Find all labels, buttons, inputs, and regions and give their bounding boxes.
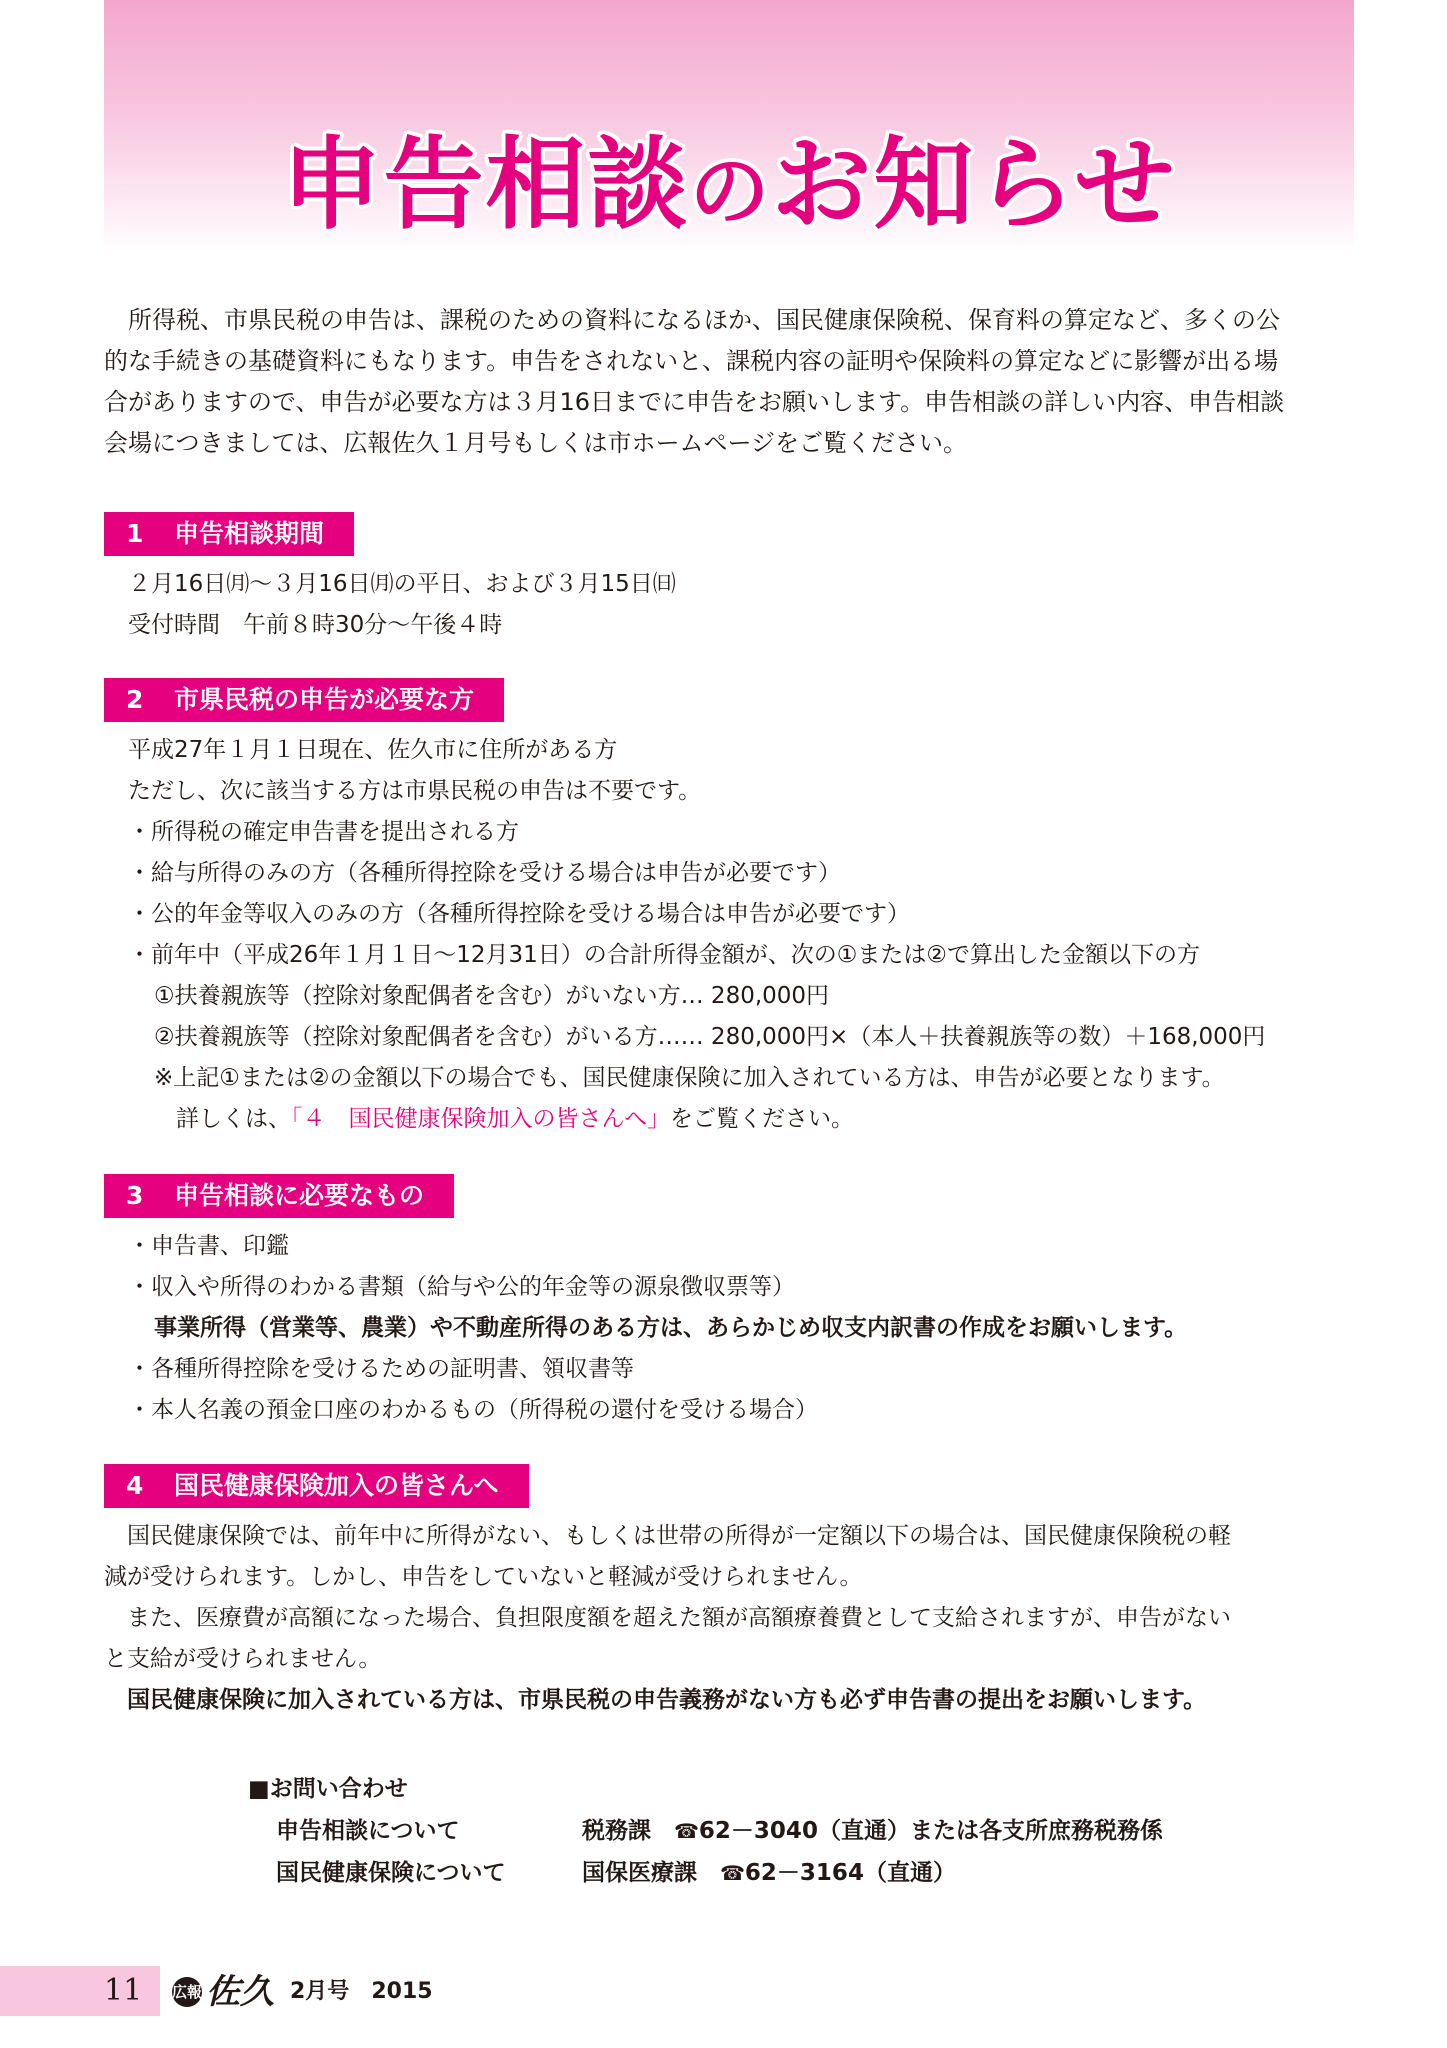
section-number: 4 bbox=[126, 1471, 144, 1500]
contact-detail: 62－3164（直通） bbox=[744, 1860, 956, 1886]
body-line: ・申告書、印鑑 bbox=[128, 1233, 289, 1259]
section-3-body bbox=[128, 1226, 1187, 1431]
title-particle: の bbox=[689, 145, 772, 238]
kouhou-logo-icon: 広報 bbox=[172, 1977, 202, 2007]
body-line: ※上記①または②の金額以下の場合でも、国民健康保険に加入されている方は、申告が必要となります。 bbox=[154, 1065, 1225, 1091]
body-line: 平成27年１月１日現在、佐久市に住所がある方 bbox=[128, 737, 618, 763]
section-title: 申告相談期間 bbox=[174, 519, 325, 548]
section-4-reference-link[interactable]: 「４ 国民健康保険加入の皆さんへ」 bbox=[291, 1106, 671, 1132]
body-line: また、医療費が高額になった場合、負担限度額を超えた額が高額療養費として支給されますが、申告がない bbox=[104, 1605, 1231, 1631]
contact-topic: 国民健康保険について bbox=[276, 1860, 506, 1886]
body-line: ２月16日㈪～３月16日㈪の平日、および３月15日㈰ bbox=[128, 571, 676, 597]
contact-dept: 国保医療課 bbox=[582, 1860, 697, 1886]
contact-topic: 申告相談について bbox=[276, 1818, 460, 1844]
intro-line: 的な手続きの基礎資料にもなります。申告をされないと、課税内容の証明や保険料の算定などに影響が出る場 bbox=[104, 347, 1279, 375]
detail-prefix: 詳しくは、 bbox=[176, 1106, 291, 1132]
body-line: ・給与所得のみの方（各種所得控除を受ける場合は申告が必要です） bbox=[128, 860, 841, 886]
detail-suffix: をご覧ください。 bbox=[670, 1106, 855, 1132]
body-line: 減が受けられます。しかし、申告をしていないと軽減が受けられません。 bbox=[104, 1564, 863, 1590]
phone-icon: ☎ bbox=[720, 1861, 745, 1885]
contact-row bbox=[248, 1810, 1163, 1852]
body-line: と支給が受けられません。 bbox=[104, 1646, 382, 1672]
section-4-heading bbox=[104, 1464, 529, 1508]
section-2-heading bbox=[104, 678, 504, 722]
body-line: ①扶養親族等（控除対象配偶者を含む）がいない方… 280,000円 bbox=[154, 983, 830, 1009]
section-title: 国民健康保険加入の皆さんへ bbox=[174, 1471, 499, 1500]
intro-line: 合がありますので、申告が必要な方は３月16日までに申告をお願いします。申告相談の詳しい内容、申告相談 bbox=[104, 388, 1285, 416]
section-3-heading bbox=[104, 1174, 454, 1218]
body-line: ②扶養親族等（控除対象配偶者を含む）がいる方…… 280,000円×（本人＋扶養親族等の数）＋168,000円 bbox=[154, 1024, 1266, 1050]
section-1-heading bbox=[104, 512, 354, 556]
body-line: ・公的年金等収入のみの方（各種所得控除を受ける場合は申告が必要です） bbox=[128, 901, 910, 927]
section-4-body bbox=[104, 1516, 1231, 1721]
intro-paragraph bbox=[104, 300, 1354, 464]
contact-detail: 62－3040（直通）または各支所庶務税務係 bbox=[698, 1818, 1163, 1844]
body-line: ・収入や所得のわかる書類（給与や公的年金等の源泉徴収票等） bbox=[128, 1274, 795, 1300]
section-title: 市県民税の申告が必要な方 bbox=[174, 685, 475, 714]
section-number: 1 bbox=[126, 519, 144, 548]
page-number: 11 bbox=[104, 1973, 143, 2008]
body-line: ただし、次に該当する方は市県民税の申告は不要です。 bbox=[128, 778, 702, 804]
section-2-body bbox=[128, 730, 1265, 1140]
title-rest: お知らせ bbox=[771, 126, 1177, 243]
contact-row bbox=[248, 1852, 1163, 1894]
contact-heading: ■お問い合わせ bbox=[248, 1776, 408, 1802]
magazine-logo: 佐久 bbox=[206, 1972, 274, 2012]
contact-dept: 税務課 bbox=[582, 1818, 651, 1844]
section-number: 2 bbox=[126, 685, 144, 714]
section-number: 3 bbox=[126, 1181, 144, 1210]
title-main: 申告相談 bbox=[281, 126, 690, 243]
body-line: ・本人名義の預金口座のわかるもの（所得税の還付を受ける場合） bbox=[128, 1397, 818, 1423]
footer-magazine bbox=[172, 1972, 433, 2012]
detail-line bbox=[128, 1099, 1265, 1140]
body-line: ・所得税の確定申告書を提出される方 bbox=[128, 819, 519, 845]
phone-icon: ☎ bbox=[674, 1819, 699, 1843]
body-line: 事業所得（営業等、農業）や不動産所得のある方は、あらかじめ収支内訳書の作成をお願いします。 bbox=[154, 1315, 1188, 1341]
contact-block bbox=[248, 1768, 1163, 1894]
intro-line: 会場につきましては、広報佐久１月号もしくは市ホームページをご覧ください。 bbox=[104, 429, 968, 457]
body-line: ・各種所得控除を受けるための証明書、領収書等 bbox=[128, 1356, 634, 1382]
body-line: 受付時間 午前８時30分～午後４時 bbox=[128, 612, 503, 638]
issue: 2月号 bbox=[290, 1979, 350, 2004]
section-1-body bbox=[128, 564, 676, 646]
page-title bbox=[104, 104, 1354, 248]
year: 2015 bbox=[371, 1979, 433, 2004]
page-header-band bbox=[104, 0, 1354, 252]
body-line: 国民健康保険では、前年中に所得がない、もしくは世帯の所得が一定額以下の場合は、国民健康保険税の軽 bbox=[104, 1523, 1231, 1549]
section-title: 申告相談に必要なもの bbox=[174, 1181, 425, 1210]
body-line: ・前年中（平成26年１月１日～12月31日）の合計所得金額が、次の①または②で算出した金額以下の方 bbox=[128, 942, 1201, 968]
intro-line: 所得税、市県民税の申告は、課税のための資料になるほか、国民健康保険税、保育料の算定など、多くの公 bbox=[104, 306, 1280, 334]
body-line: 国民健康保険に加入されている方は、市県民税の申告義務がない方も必ず申告書の提出をお願いします。 bbox=[104, 1687, 1207, 1713]
